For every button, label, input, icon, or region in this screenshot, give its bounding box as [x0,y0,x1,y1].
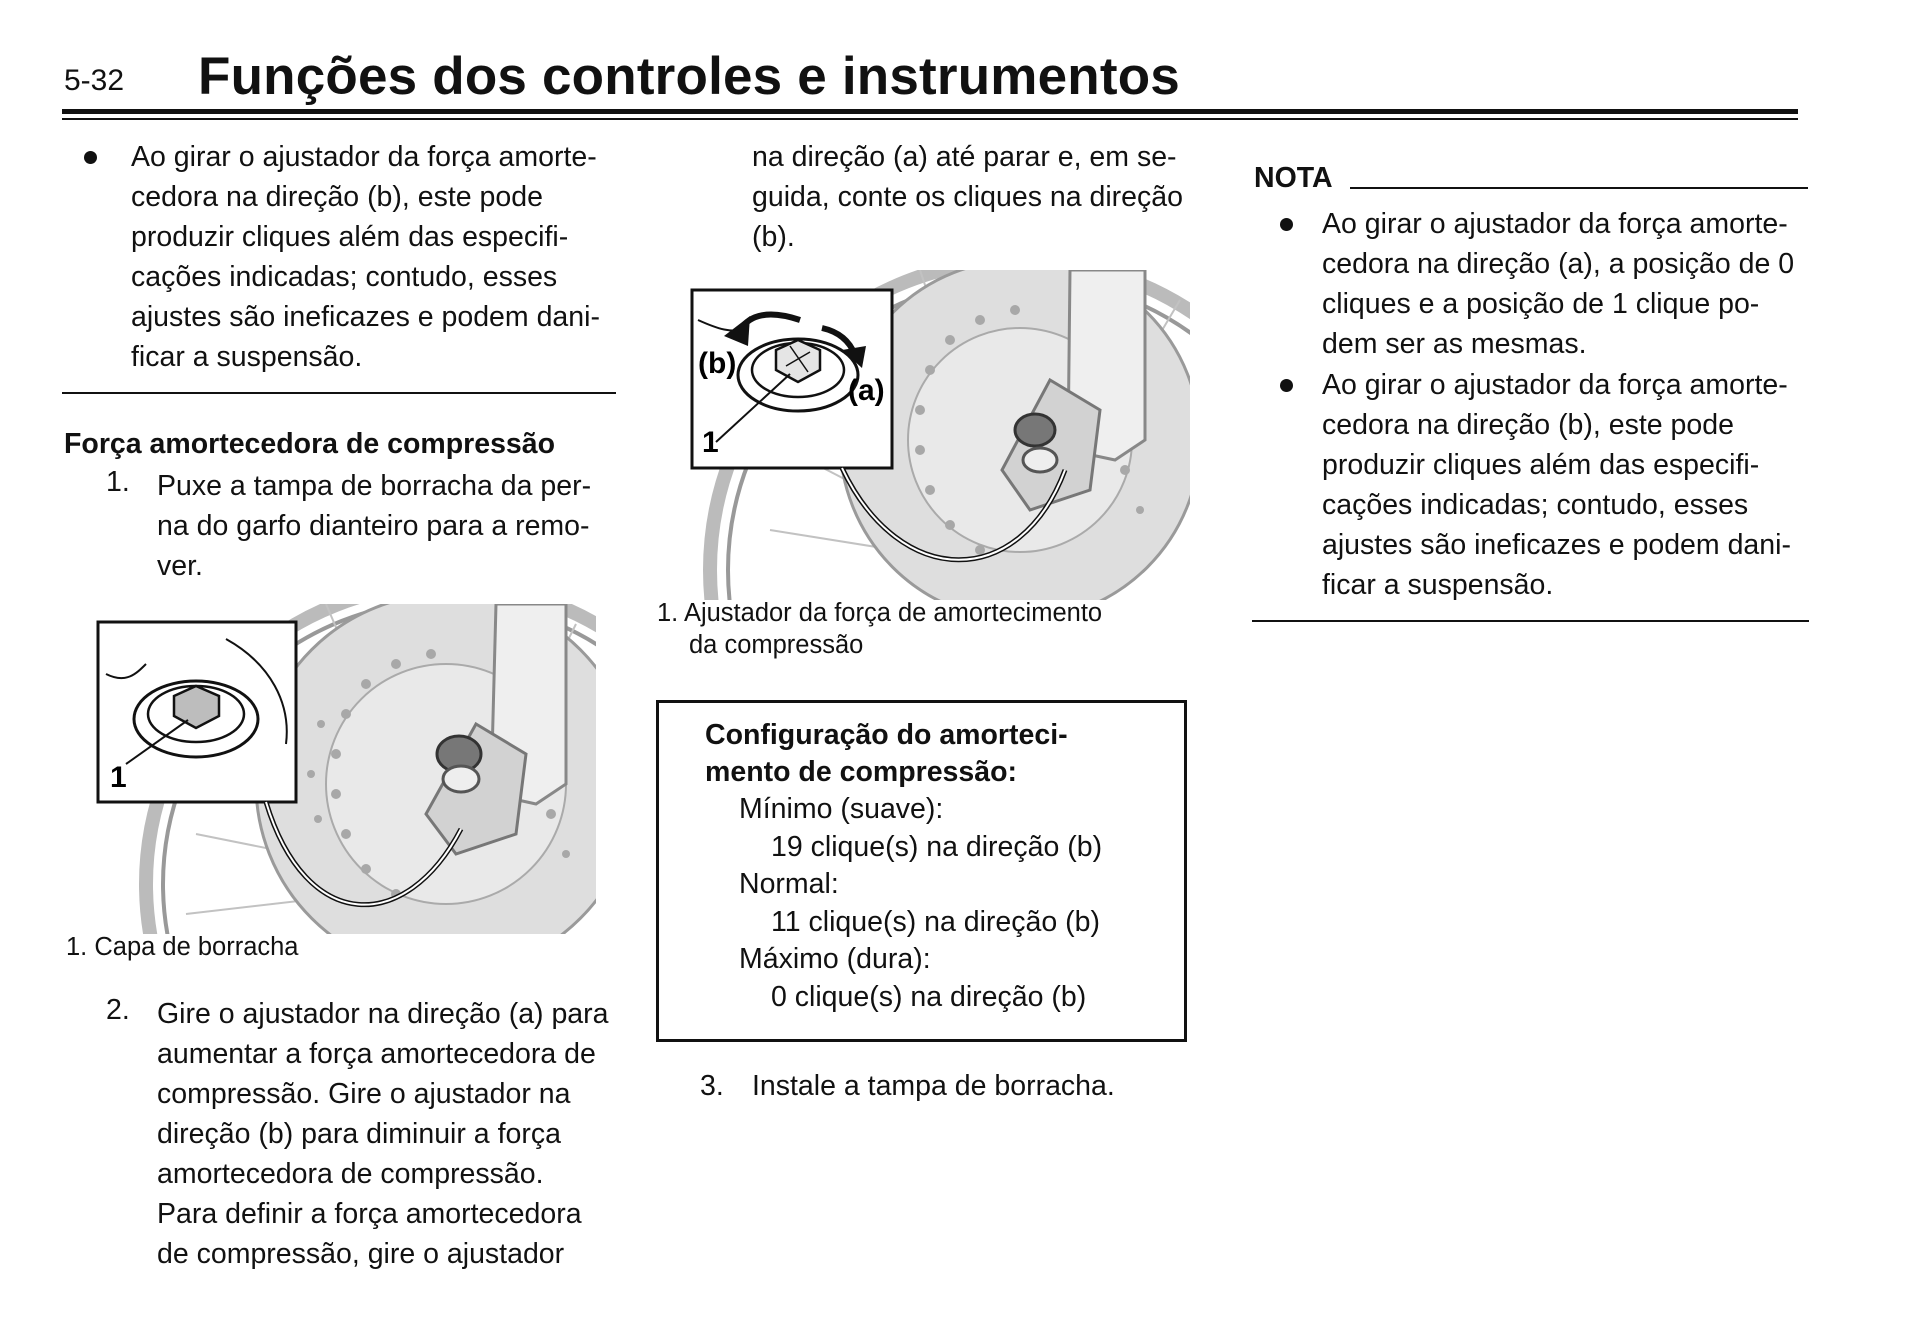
settings-normal-value: 11 clique(s) na direção (b) [771,905,1100,938]
figure-rubber-cap [96,604,596,934]
step1-number: 1. [106,466,130,498]
figure2-caption: 1. Ajustador da força de amortecimento da compressão [657,599,1103,659]
nota-bullet1-text: Ao girar o ajustador da força amorte- cedora na direção (a), a posição de 0 cliques e a posição de 1 clique po- dem ser as mesmas. [1322,208,1795,360]
settings-box [656,700,1187,1042]
header-rule [62,109,1798,114]
figure2-label-a: (a) [848,374,885,407]
figure1-callout: 1 [110,761,127,794]
settings-title-line1: Configuração do amorteci- [705,719,1068,751]
step2-continued-text: na direção (a) até parar e, em se- guida, conte os cliques na direção (b). [752,141,1183,253]
step3-text: Instale a tampa de borracha. [752,1070,1115,1102]
figure2-callout: 1 [702,426,719,459]
nota-rule [1350,187,1808,189]
step3-number: 3. [700,1070,724,1102]
nota-label: NOTA [1254,162,1333,194]
header-rule-thin [62,118,1798,120]
nota-bullet2-text: Ao girar o ajustador da força amorte- cedora na direção (b), este pode produzir cliques além das especifi- cações indicadas; contudo, esses ajustes são ineficazes e podem dani- ficar a suspensão. [1322,369,1791,601]
page-title: Funções dos controles e instrumentos [198,47,1180,106]
nota-end-rule [1252,620,1809,622]
step2-number: 2. [106,994,130,1026]
step1-text: Puxe a tampa de borracha da per- na do garfo dianteiro para a remo- ver. [157,470,592,582]
page-number: 5-32 [64,64,125,97]
bullet-dot [1280,218,1293,231]
settings-min-label: Mínimo (suave): [739,793,944,825]
bullet-dot [84,151,97,164]
section-heading: Força amortecedora de compressão [64,428,556,460]
settings-max-value: 0 clique(s) na direção (b) [771,980,1087,1013]
step2-text: Gire o ajustador na direção (a) para aumentar a força amortecedora de compressão. Gire o ajustador na direção (b) para diminuir a força amortecedora de compressão. Para definir a força amortecedora de compressão, gire o ajustador [157,998,609,1270]
col1-bullet-text: Ao girar o ajustador da força amorte- cedora na direção (b), este pode produzir cliques além das especifi- cações indicadas; contudo, esses ajustes são ineficazes e podem dani- ficar a suspensão. [131,141,600,373]
settings-normal-label: Normal: [739,868,839,900]
settings-max-label: Máximo (dura): [739,943,931,975]
settings-min-value: 19 clique(s) na direção (b) [771,830,1103,863]
figure-compression-adjuster [690,270,1190,600]
figure2-label-b: (b) [698,347,737,380]
figure1-caption: 1. Capa de borracha [66,933,299,961]
col1-rule [62,392,616,394]
settings-title-line2: mento de compressão: [705,756,1017,788]
bullet-dot [1280,379,1293,392]
